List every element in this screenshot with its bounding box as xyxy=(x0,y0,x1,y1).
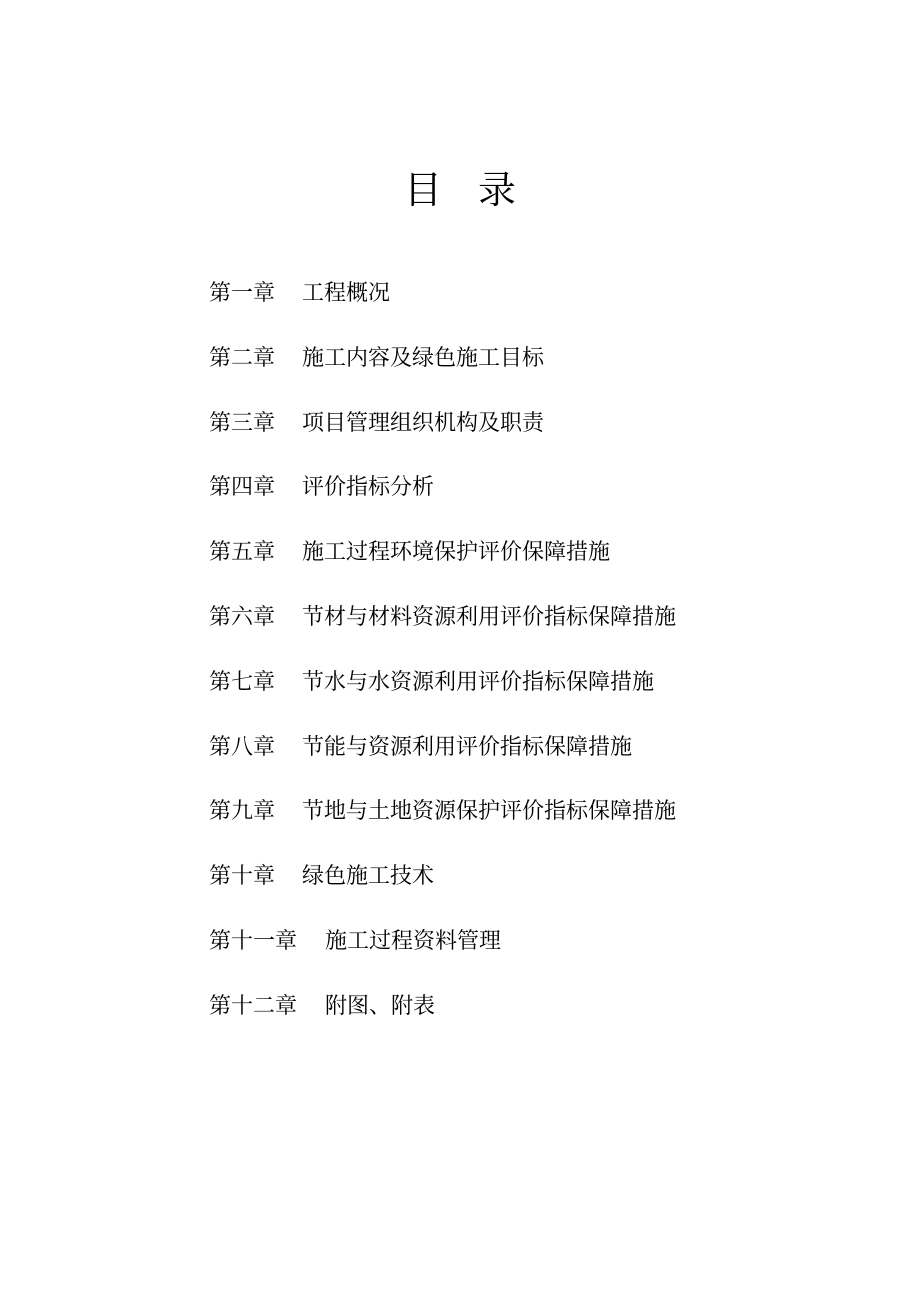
toc-chapter-title: 施工内容及绿色施工目标 xyxy=(302,345,545,371)
toc-chapter-title: 绿色施工技术 xyxy=(302,864,435,890)
toc-item-8[interactable] xyxy=(209,724,676,772)
toc-chapter-title: 项目管理组织机构及职责 xyxy=(302,410,545,436)
toc-chapter-number: 第七章 xyxy=(209,669,276,695)
toc-item-5[interactable] xyxy=(209,529,676,577)
toc-title: 目录 xyxy=(403,168,552,212)
toc-item-2[interactable] xyxy=(209,335,676,383)
toc-chapter-title: 工程概况 xyxy=(302,281,391,306)
toc-chapter-number: 第十章 xyxy=(209,864,276,890)
toc-item-10[interactable] xyxy=(209,853,676,901)
toc-chapter-number: 第五章 xyxy=(209,540,276,566)
toc-item-11[interactable] xyxy=(209,918,676,966)
toc-chapter-title: 评价指标分析 xyxy=(302,475,435,501)
toc-chapter-number: 第八章 xyxy=(209,734,276,760)
toc-item-7[interactable] xyxy=(209,659,676,707)
toc-chapter-title: 附图、附表 xyxy=(325,993,436,1019)
toc-item-4[interactable] xyxy=(209,464,676,512)
toc-chapter-title: 节材与材料资源利用评价指标保障措施 xyxy=(302,604,677,630)
toc-chapter-number: 第十一章 xyxy=(209,928,298,954)
toc-chapter-title: 施工过程环境保护评价保障措施 xyxy=(302,540,611,566)
toc-chapter-title: 节水与水资源利用评价指标保障措施 xyxy=(302,669,655,695)
toc-chapter-number: 第十二章 xyxy=(209,993,298,1019)
toc-item-12[interactable] xyxy=(209,983,676,1031)
toc-chapter-number: 第六章 xyxy=(209,604,276,630)
toc-item-3[interactable] xyxy=(209,400,676,448)
table-of-contents xyxy=(209,270,676,1048)
toc-chapter-title: 节能与资源利用评价指标保障措施 xyxy=(302,734,633,760)
toc-chapter-number: 第九章 xyxy=(209,799,276,825)
toc-chapter-title: 施工过程资料管理 xyxy=(325,928,502,954)
toc-chapter-number: 第三章 xyxy=(209,410,276,436)
toc-chapter-title: 节地与土地资源保护评价指标保障措施 xyxy=(302,799,677,825)
toc-item-1[interactable] xyxy=(209,270,676,318)
toc-item-6[interactable] xyxy=(209,594,676,642)
toc-chapter-number: 第二章 xyxy=(209,345,276,371)
toc-chapter-number: 第四章 xyxy=(209,475,276,501)
toc-chapter-number: 第一章 xyxy=(209,281,276,306)
toc-item-9[interactable] xyxy=(209,788,676,836)
